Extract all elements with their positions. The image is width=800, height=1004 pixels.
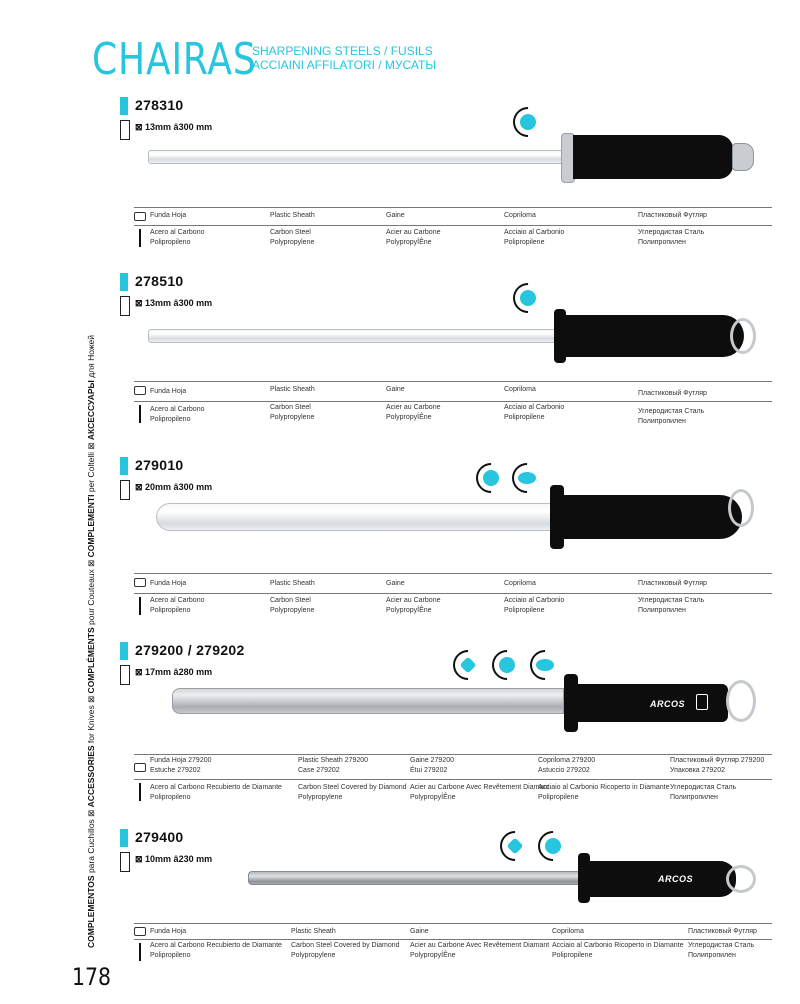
end-cap <box>732 143 754 171</box>
mat2-fr: PolypropyÍÊne <box>410 952 456 959</box>
product-code: 278510 <box>135 273 184 289</box>
subtitle-line-1: SHARPENING STEELS / FUSILS <box>252 44 433 58</box>
divider <box>134 401 772 402</box>
mat2-ru: Полипропилен <box>638 607 686 614</box>
brand-badge <box>696 694 708 710</box>
code-marker <box>120 642 128 660</box>
product-dimensions: ⊠ 20mm â300 mm <box>135 482 213 492</box>
round-profile-icon <box>492 650 522 680</box>
ruler-icon <box>120 296 130 316</box>
mat2-en: Polypropylene <box>298 794 343 801</box>
pkg-fr: Gaine 279200 <box>410 757 454 764</box>
mat1-fr: Acier au Carbone <box>386 597 441 604</box>
product-code: 278310 <box>135 97 184 113</box>
page-title: CHAIRAS <box>92 34 257 85</box>
product-code: 279400 <box>135 829 184 845</box>
pkg2-es: Estuche 279202 <box>150 767 201 774</box>
steel-rod <box>248 871 582 885</box>
pkg-ru: Пластиковый Футляр 279200 <box>670 757 765 764</box>
pkg-en: Plastic Sheath <box>270 212 315 219</box>
package-icon <box>134 763 146 772</box>
product-279400 <box>120 829 772 979</box>
mat1-fr: Acier au Carbone <box>386 404 441 411</box>
pkg-ru: Пластиковый Футляр <box>638 390 707 397</box>
mat2-fr: PolypropyÍÊne <box>386 607 432 614</box>
hanging-ring <box>730 318 756 354</box>
divider <box>134 779 772 780</box>
ruler-icon <box>120 852 130 872</box>
pkg-it: Copriloma <box>504 212 536 219</box>
divider <box>134 923 772 924</box>
mat2-es: Polipropileno <box>150 239 191 246</box>
oval-profile-icon <box>530 650 560 680</box>
sidebar-ru-rest: для Ножей <box>86 334 96 381</box>
pkg-it: Copriloma <box>504 386 536 393</box>
round-profile-icon <box>513 107 543 137</box>
knife-icon <box>139 405 141 423</box>
pkg-it: Copriloma 279200 <box>538 757 596 764</box>
pkg2-ru: Упаковка 279202 <box>670 767 725 774</box>
sidebar-section-label <box>86 334 97 948</box>
mat1-fr: Acier au Carbone <box>386 229 441 236</box>
steel-handle <box>562 495 742 539</box>
mat1-es: Acero al Carbono <box>150 229 205 236</box>
mat2-it: Polipropilene <box>538 794 579 801</box>
mat2-fr: PolypropyÍÊne <box>386 239 432 246</box>
steel-handle <box>573 135 733 179</box>
pkg-ru: Пластиковый Футляр <box>638 580 707 587</box>
product-dimensions: ⊠ 13mm â300 mm <box>135 122 213 132</box>
mat2-fr: PolypropyÍÊne <box>410 794 456 801</box>
ruler-icon <box>120 665 130 685</box>
steel-rod <box>148 150 563 164</box>
pkg-fr: Gaine <box>410 928 429 935</box>
pkg2-it: Astuccio 279202 <box>538 767 590 774</box>
pkg2-fr: Étui 279202 <box>410 767 448 774</box>
sidebar-fr-rest: pour Couteaux <box>86 569 96 628</box>
mat2-it: Polipropilene <box>552 952 593 959</box>
product-dimensions: ⊠ 10mm â230 mm <box>135 854 213 864</box>
mat1-it: Acciaio al Carbonio Ricoperto in Diamante <box>552 942 684 949</box>
steel-handle <box>564 315 744 357</box>
mat1-it: Acciaio al Carbonio <box>504 404 565 411</box>
mat1-es: Acero al Carbono <box>150 406 205 413</box>
pkg-it: Copriloma <box>552 928 584 935</box>
pkg-es: Funda Hoja <box>150 928 187 935</box>
diamond-profile-icon <box>500 831 530 861</box>
brand-logo: ARCOS <box>650 699 686 709</box>
knife-icon <box>139 943 141 961</box>
mat2-fr: PolypropyÍÊne <box>386 414 432 421</box>
product-code: 279010 <box>135 457 184 473</box>
sidebar-en-rest: for Knives <box>86 705 96 746</box>
pkg-es: Funda Hoja 279200 <box>150 757 212 764</box>
mat1-en: Carbon Steel <box>270 404 311 411</box>
package-icon <box>134 927 146 936</box>
mat2-es: Polipropileno <box>150 607 191 614</box>
pkg-fr: Gaine <box>386 386 405 393</box>
steel-rod <box>156 503 556 531</box>
sidebar-sep: ⊠ <box>86 693 96 706</box>
steel-rod <box>172 688 564 714</box>
code-marker <box>120 829 128 847</box>
round-profile-icon <box>513 283 543 313</box>
hanging-ring <box>726 865 756 893</box>
mat2-en: Polypropylene <box>270 607 315 614</box>
product-279010 <box>120 457 772 627</box>
pkg-es: Funda Hoja <box>150 212 187 219</box>
oval-profile-icon <box>512 463 542 493</box>
pkg-ru: Пластиковый Футляр <box>688 928 757 935</box>
divider <box>134 225 772 226</box>
pkg-en: Plastic Sheath <box>291 928 336 935</box>
divider <box>134 207 772 208</box>
ruler-icon <box>120 120 130 140</box>
product-279200-279202 <box>120 642 772 822</box>
mat2-ru: Полипропилен <box>638 418 686 425</box>
product-dimensions: ⊠ 17mm â280 mm <box>135 667 213 677</box>
pkg-it: Copriloma <box>504 580 536 587</box>
mat2-it: Polipropilene <box>504 414 545 421</box>
mat2-it: Polipropilene <box>504 239 545 246</box>
mat2-it: Polipropilene <box>504 607 545 614</box>
mat2-ru: Полипропилен <box>638 239 686 246</box>
pkg-en: Plastic Sheath <box>270 580 315 587</box>
pkg-en: Plastic Sheath 279200 <box>298 757 369 764</box>
sidebar-es-rest: para Cuchillos <box>86 819 96 876</box>
divider <box>134 939 772 940</box>
mat1-en: Carbon Steel Covered by Diamond <box>291 942 400 949</box>
divider <box>134 593 772 594</box>
pkg2-en: Case 279202 <box>298 767 340 774</box>
page-subtitle <box>252 44 436 72</box>
round-profile-icon <box>538 831 568 861</box>
code-marker <box>120 273 128 291</box>
hanging-ring <box>726 680 756 722</box>
package-icon <box>134 386 146 395</box>
product-278510 <box>120 273 772 443</box>
mat2-es: Polipropileno <box>150 952 191 959</box>
mat2-en: Polypropylene <box>291 952 336 959</box>
hanging-ring <box>728 489 754 527</box>
product-dimensions: ⊠ 13mm â300 mm <box>135 298 213 308</box>
mat1-en: Carbon Steel <box>270 229 311 236</box>
page-number: 178 <box>72 963 111 991</box>
mat1-it: Acciaio al Carbonio Ricoperto in Diamante <box>538 784 670 791</box>
pkg-en: Plastic Sheath <box>270 386 315 393</box>
mat1-en: Carbon Steel Covered by Diamond <box>298 784 407 791</box>
sidebar-sep: ⊠ <box>86 440 96 452</box>
knife-icon <box>139 783 141 801</box>
round-profile-icon <box>476 463 506 493</box>
pkg-ru: Пластиковый Футляр <box>638 212 707 219</box>
mat2-es: Polipropileno <box>150 416 191 423</box>
package-icon <box>134 578 146 587</box>
mat1-es: Acero al Carbono Recubierto de Diamante <box>150 784 282 791</box>
mat1-ru: Углеродистая Сталь <box>638 597 705 604</box>
mat2-ru: Полипропилен <box>670 794 718 801</box>
sidebar-en-bold: ACCESSORIES <box>86 745 96 808</box>
pkg-fr: Gaine <box>386 212 405 219</box>
product-278310 <box>120 97 772 267</box>
mat1-es: Acero al Carbono <box>150 597 205 604</box>
steel-rod <box>148 329 558 343</box>
code-marker <box>120 97 128 115</box>
mat1-fr: Acier au Carbone Avec Revêtement Diamant <box>410 784 550 791</box>
mat1-fr: Acier au Carbone Avec Revêtement Diamant <box>410 942 550 949</box>
sidebar-sep: ⊠ <box>86 807 96 820</box>
mat2-es: Polipropileno <box>150 794 191 801</box>
product-code: 279200 / 279202 <box>135 642 245 658</box>
mat2-ru: Полипропилен <box>688 952 736 959</box>
mat1-ru: Углеродистая Сталь <box>638 229 705 236</box>
sidebar-it-rest: per Coltelli <box>86 451 96 495</box>
mat2-en: Polypropylene <box>270 414 315 421</box>
divider <box>134 381 772 382</box>
mat2-en: Polypropylene <box>270 239 315 246</box>
mat1-es: Acero al Carbono Recubierto de Diamante <box>150 942 282 949</box>
sidebar-fr-bold: COMPLÉMENTS <box>86 627 96 694</box>
sidebar-es-bold: COMPLEMENTOS <box>86 875 96 948</box>
divider <box>134 754 772 755</box>
mat1-ru: Углеродистая Сталь <box>670 784 737 791</box>
knife-icon <box>139 229 141 247</box>
package-icon <box>134 212 146 221</box>
mat1-it: Acciaio al Carbonio <box>504 229 565 236</box>
diamond-profile-icon <box>453 650 483 680</box>
mat1-ru: Углеродистая Сталь <box>688 942 755 949</box>
ruler-icon <box>120 480 130 500</box>
sidebar-it-bold: COMPLEMENTI <box>86 494 96 558</box>
brand-logo: ARCOS <box>658 874 694 884</box>
code-marker <box>120 457 128 475</box>
divider <box>134 573 772 574</box>
mat1-ru: Углеродистая Сталь <box>638 408 705 415</box>
sidebar-ru-bold: АКСЕССУАРЫ <box>86 380 96 441</box>
subtitle-line-2: ACCIAINI AFFILATORI / МУСАТЫ <box>252 58 436 72</box>
knife-icon <box>139 597 141 615</box>
sidebar-sep: ⊠ <box>86 557 96 570</box>
mat1-en: Carbon Steel <box>270 597 311 604</box>
pkg-fr: Gaine <box>386 580 405 587</box>
pkg-es: Funda Hoja <box>150 580 187 587</box>
mat1-it: Acciaio al Carbonio <box>504 597 565 604</box>
pkg-es: Funda Hoja <box>150 388 187 395</box>
